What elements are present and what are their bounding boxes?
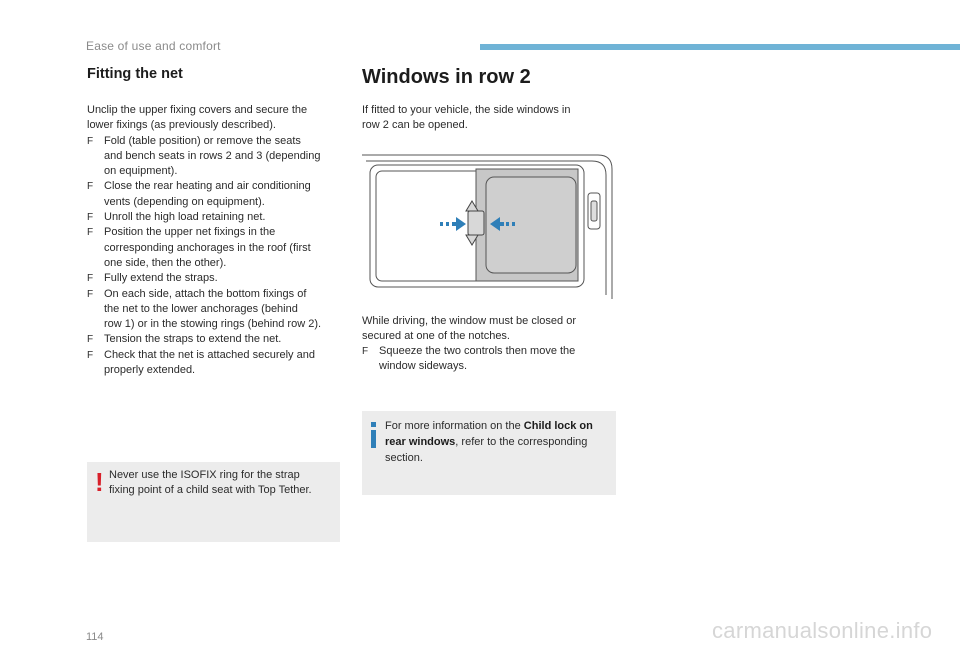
step-line: vents (depending on equipment). (104, 195, 265, 208)
warning-text (109, 468, 335, 499)
step-line: Squeeze the two controls then move the (379, 345, 576, 358)
list-item (87, 348, 345, 379)
child-lock-link-text: Child lock on (523, 420, 593, 432)
step-line: and bench seats in rows 2 and 3 (depending (104, 149, 321, 162)
bullet-mark: F (87, 288, 94, 300)
bullet-mark: F (87, 273, 94, 285)
info-text-prefix: For more information on the (385, 420, 524, 432)
step-line: window sideways. (379, 360, 468, 373)
list-item (87, 287, 345, 333)
warning-line: fixing point of a child seat with Top Tether. (109, 484, 312, 497)
list-item (87, 332, 345, 347)
step-line: properly extended. (104, 364, 196, 377)
list-item (87, 225, 345, 271)
bullet-mark: F (87, 135, 94, 147)
step-line: the net to the lower anchorages (behind (104, 302, 298, 315)
sliding-window-illustration (362, 149, 616, 307)
info-text-suffix: section. (385, 452, 423, 464)
step-line: row 1) or in the stowing rings (behind row 2). (104, 318, 322, 331)
intro-line: If fitted to your vehicle, the side windows in (362, 104, 571, 116)
step-line: on equipment). (104, 165, 178, 178)
rear-windows-link-text: rear windows (385, 436, 456, 448)
info-text-suffix: , refer to the corresponding (455, 436, 588, 448)
warning-box (87, 462, 340, 542)
step-line: Unroll the high load retaining net. (104, 211, 266, 224)
note-line: secured at one of the notches. (362, 329, 510, 342)
step-line: Close the rear heating and air conditioning (104, 180, 311, 193)
list-item (87, 271, 345, 286)
info-box (362, 411, 616, 495)
step-line: one side, then the other). (104, 256, 227, 269)
fitting-net-intro (87, 103, 345, 134)
glass-panel (476, 169, 578, 281)
fitting-net-heading: Fitting the net (87, 66, 183, 82)
windows-row2-heading: Windows in row 2 (362, 66, 531, 88)
warning-line: Never use the ISOFIX ring for the strap (109, 469, 300, 481)
list-item (87, 179, 345, 210)
windows-steps (362, 344, 616, 375)
list-item (362, 344, 616, 375)
step-line: On each side, attach the bottom fixings of (104, 287, 307, 300)
list-item (87, 134, 345, 180)
section-accent-bar (480, 44, 960, 50)
info-icon (369, 422, 379, 448)
info-text (385, 418, 613, 466)
step-line: Check that the net is attached securely and (104, 348, 315, 361)
windows-driving-note (362, 314, 616, 345)
watermark: carmanualsonline.info (712, 618, 933, 643)
left-column (87, 66, 345, 378)
step-line: Fold (table position) or remove the seats (104, 134, 301, 147)
step-line: Tension the straps to extend the net. (104, 333, 282, 346)
intro-line: row 2 can be opened. (362, 119, 468, 132)
page-number: 114 (86, 631, 104, 643)
step-line: corresponding anchorages in the roof (first (104, 241, 311, 254)
intro-line: Unclip the upper fixing covers and secure the (87, 104, 308, 116)
step-line: Position the upper net fixings in the (104, 226, 276, 239)
fitting-net-steps (87, 134, 345, 379)
note-line: While driving, the window must be closed or (362, 314, 576, 327)
bullet-mark: F (87, 181, 94, 193)
windows-intro (362, 103, 616, 134)
bullet-mark: F (87, 227, 94, 239)
bullet-mark: F (362, 346, 369, 358)
bullet-mark: F (87, 334, 94, 346)
step-line: Fully extend the straps. (104, 272, 218, 285)
bullet-mark: F (87, 212, 94, 224)
side-handle (588, 193, 600, 229)
intro-line: lower fixings (as previously described). (87, 119, 276, 132)
exclamation-icon: ! (95, 467, 104, 497)
bullet-mark: F (87, 349, 94, 361)
list-item (87, 210, 345, 225)
section-title: Ease of use and comfort (86, 39, 221, 53)
